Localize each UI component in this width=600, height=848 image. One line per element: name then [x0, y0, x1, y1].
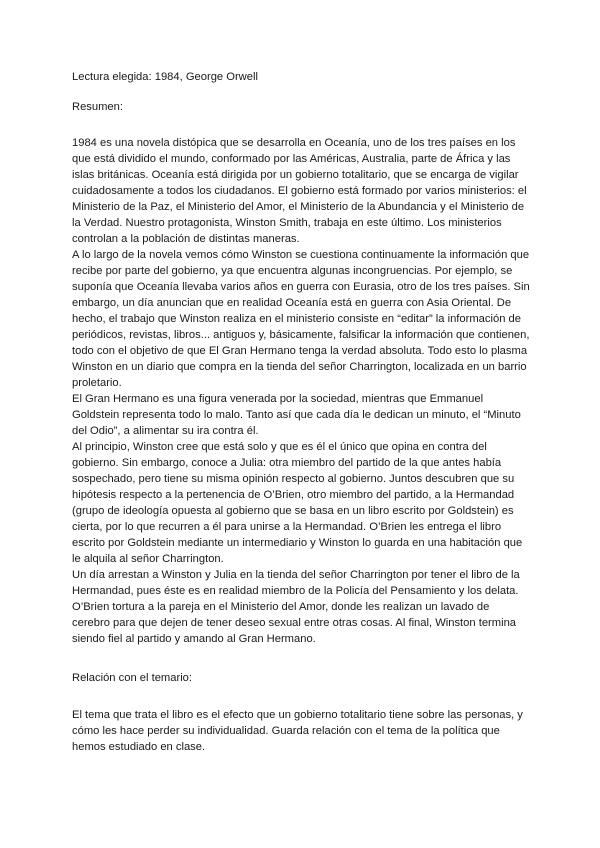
summary-paragraph: 1984 es una novela distópica que se desarrolla en Oceanía, uno de los tres países en los que está dividido el mundo, conformado por las Américas, Australia, parte de África y las islas británicas. Oceanía está dirigida por un gobierno totalitario, que se encarga de vigilar cuidadosamente a todos los ciudadanos. El gobierno está formado por varios ministerios: el Ministerio de la Paz, el Ministerio del Amor, el Ministerio de la Abundancia y el Ministerio de la Verdad. Nuestro protagonista, Winston Smith, trabaja en este último. Los ministerios controlan a la población de distintas maneras.	[72, 137, 527, 245]
document-heading: Lectura elegida: 1984, George Orwell	[72, 71, 258, 83]
relation-paragraph: El tema que trata el libro es el efecto que un gobierno totalitario tiene sobre las personas, y cómo les hace perder su individualidad. Guarda relación con el tema de la política que hemos estudiado en clase.	[72, 709, 523, 753]
summary-paragraph: A lo largo de la novela vemos cómo Winston se cuestiona continuamente la información que recibe por parte del gobierno, ya que encuentra algunas incongruencias. Por ejemplo, se suponía que Oceanía llevaba varios años en guerra con Eurasia, otro de los tres países. Sin embargo, un día anuncian que en realidad Oceanía está en guerra con Asia Oriental. De hecho, el trabajo que Winston realiza en el ministerio consiste en “editar” la información de periódicos, revistas, libros... antiguos y, básicamente, falsificar la información que contienen, todo con el objetivo de que El Gran Hermano tenga la verdad absoluta. Todo esto lo plasma Winston en un diario que compra en la tienda del señor Charrington, localizada en un barrio proletario.	[72, 249, 530, 389]
summary-body	[72, 135, 530, 647]
summary-paragraph: Al principio, Winston cree que está solo y que es él el único que opina en contra del gobierno. Sin embargo, conoce a Julia: otra miembro del partido de la que antes había sospechado, pero tiene su misma opinión respecto al gobierno. Juntos descubren que su hipótesis respecto a la pertenencia de O’Brien, otro miembro del partido, a la Hermandad (grupo de ideología opuesta al gobierno que se basa en un libro escrito por Goldstein) es cierta, por lo que recurren a él para unirse a la Hermandad. O’Brien les entrega el libro escrito por Goldstein mediante un intermediario y Winston lo guarda en una habitación que le alquila al señor Charrington.	[72, 441, 523, 565]
summary-paragraph: El Gran Hermano es una figura venerada por la sociedad, mientras que Emmanuel Goldstein representa todo lo malo. Tanto así que cada día le dedican un minuto, el “Minuto del Odio”, a alimentar su ira contra él.	[72, 393, 521, 437]
relation-label: Relación con el temario:	[72, 672, 193, 684]
section-spacer	[72, 647, 530, 670]
summary-paragraph: Un día arrestan a Winston y Julia en la tienda del señor Charrington por tener el libro de la Hermandad, pues éste es en realidad miembro de la Policía del Pensamiento y los delata. O’Brien tortura a la pareja en el Ministerio del Amor, donde les realizan un lavado de cerebro para que dejen de tener deseo sexual entre otras cosas. Al final, Winston termina siendo fiel al partido y amando al Gran Hermano.	[72, 569, 520, 645]
summary-label: Resumen:	[72, 101, 123, 113]
